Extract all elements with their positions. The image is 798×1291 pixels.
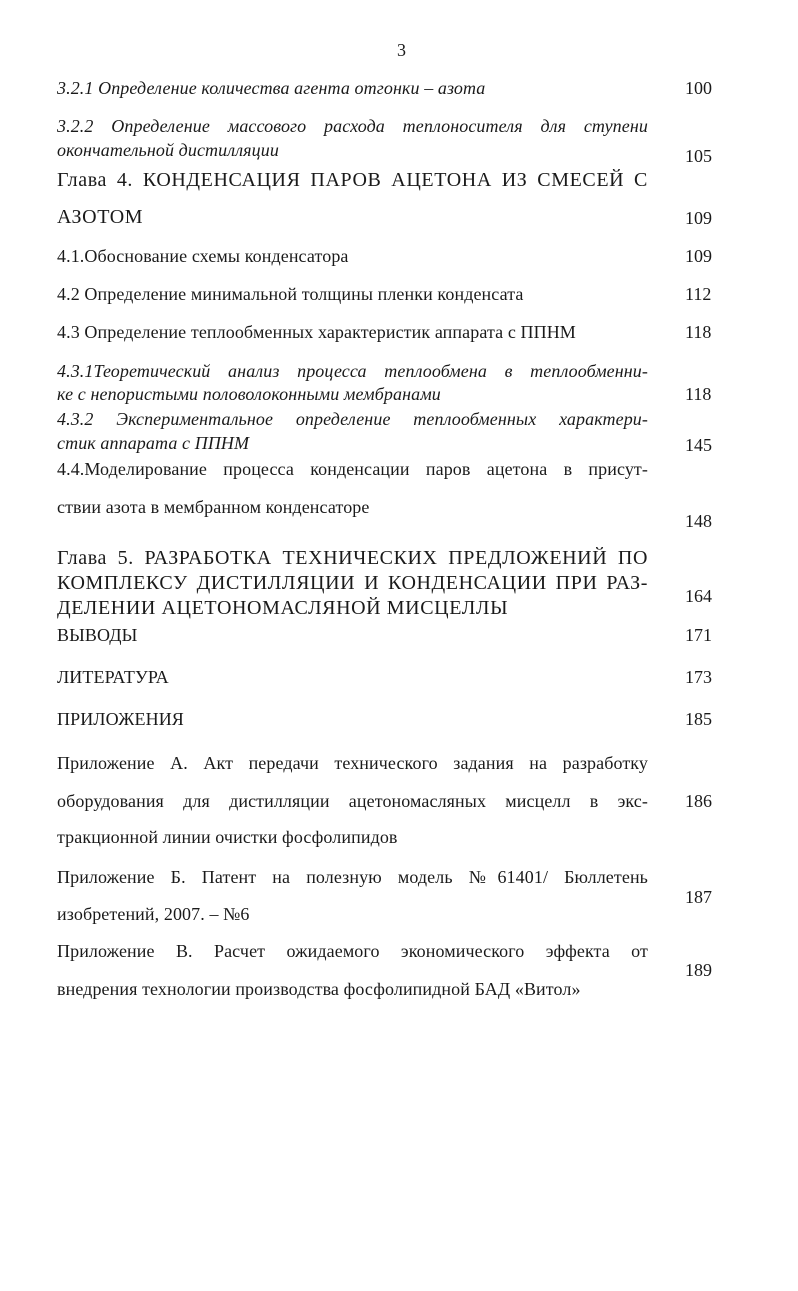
toc-entry-4-3-1-title-line2: ке с непористыми половолоконными мембранами [57,384,441,404]
toc-entry-3-2-1-title: 3.2.1 Определение количества агента отгонки – азота [57,78,486,98]
page-number: 3 [397,40,406,60]
toc-entry-4-3-2-title-line1: 4.3.2 Экспериментальное определение теплообменных характери- [57,409,648,429]
toc-entry-4-4-page: 148 [685,511,712,531]
toc-entry-4-3-1-title-line1: 4.3.1Теоретический анализ процесса теплообмена в теплообменни- [57,361,648,381]
toc-chapter-5-title-line1: Глава 5. РАЗРАБОТКА ТЕХНИЧЕСКИХ ПРЕДЛОЖЕНИЙ ПО [57,547,648,569]
toc-entry-3-2-1-page: 100 [685,78,712,98]
toc-appendix-b-title-line2: изобретений, 2007. – №6 [57,904,250,924]
toc-entry-3-2-2-title-line1: 3.2.2 Определение массового расхода теплоносителя для ступени [57,116,648,136]
toc-entry-4-3-1-page: 118 [685,384,712,404]
toc-appendix-c-title-line2: внедрения технологии производства фосфолипидной БАД «Витол» [57,979,581,999]
toc-entry-4-4-title-line1: 4.4.Моделирование процесса конденсации паров ацетона в присут- [57,459,648,479]
toc-literature-page: 173 [685,667,712,687]
toc-entry-4-3-2-page: 145 [685,435,712,455]
toc-appendix-c-title-line1: Приложение В. Расчет ожидаемого экономического эффекта от [57,941,648,961]
toc-appendix-c-page: 189 [685,960,712,980]
toc-conclusions-title: ВЫВОДЫ [57,625,138,645]
toc-chapter-5-title-line3: ДЕЛЕНИИ АЦЕТОНОМАСЛЯНОЙ МИСЦЕЛЛЫ [57,597,509,619]
toc-appendix-a-title-line1: Приложение А. Акт передачи технического задания на разработку [57,753,648,773]
toc-chapter-4-title-line2: АЗОТОМ [57,206,144,228]
toc-appendix-a-title-line2: оборудования для дистилляции ацетономасляных мисцелл в экс- [57,791,648,811]
toc-entry-4-2-title: 4.2 Определение минимальной толщины пленки конденсата [57,284,524,304]
toc-appendix-a-title-line3: тракционной линии очистки фосфолипидов [57,827,398,847]
toc-entry-4-3-title: 4.3 Определение теплообменных характеристик аппарата с ППНМ [57,322,576,342]
toc-appendix-b-page: 187 [685,887,712,907]
toc-entry-3-2-2-title-line2: окончательной дистилляции [57,140,279,160]
toc-entry-4-1-page: 109 [685,246,712,266]
toc-appendix-b-title-line1: Приложение Б. Патент на полезную модель №61401/ Бюллетень [57,867,648,887]
toc-literature-title: ЛИТЕРАТУРА [57,667,169,687]
toc-entry-4-3-page: 118 [685,322,712,342]
toc-chapter-4-page: 109 [685,208,712,228]
toc-entry-3-2-2-page: 105 [685,146,712,166]
toc-appendices-page: 185 [685,709,712,729]
toc-entry-4-3-2-title-line2: стик аппарата с ППНМ [57,433,250,453]
toc-entry-4-4-title-line2: ствии азота в мембранном конденсаторе [57,497,370,517]
toc-entry-4-2-page: 112 [685,284,712,304]
toc-appendix-a-page: 186 [685,791,712,811]
toc-entry-4-1-title: 4.1.Обоснование схемы конденсатора [57,246,349,266]
toc-chapter-5-page: 164 [685,586,712,606]
toc-chapter-4-title-line1: Глава 4. КОНДЕНСАЦИЯ ПАРОВ АЦЕТОНА ИЗ СМЕСЕЙ С [57,169,648,191]
toc-conclusions-page: 171 [685,625,712,645]
toc-chapter-5-title-line2: КОМПЛЕКСУ ДИСТИЛЛЯЦИИ И КОНДЕНСАЦИИ ПРИ РАЗ- [57,572,648,594]
toc-appendices-title: ПРИЛОЖЕНИЯ [57,709,184,729]
